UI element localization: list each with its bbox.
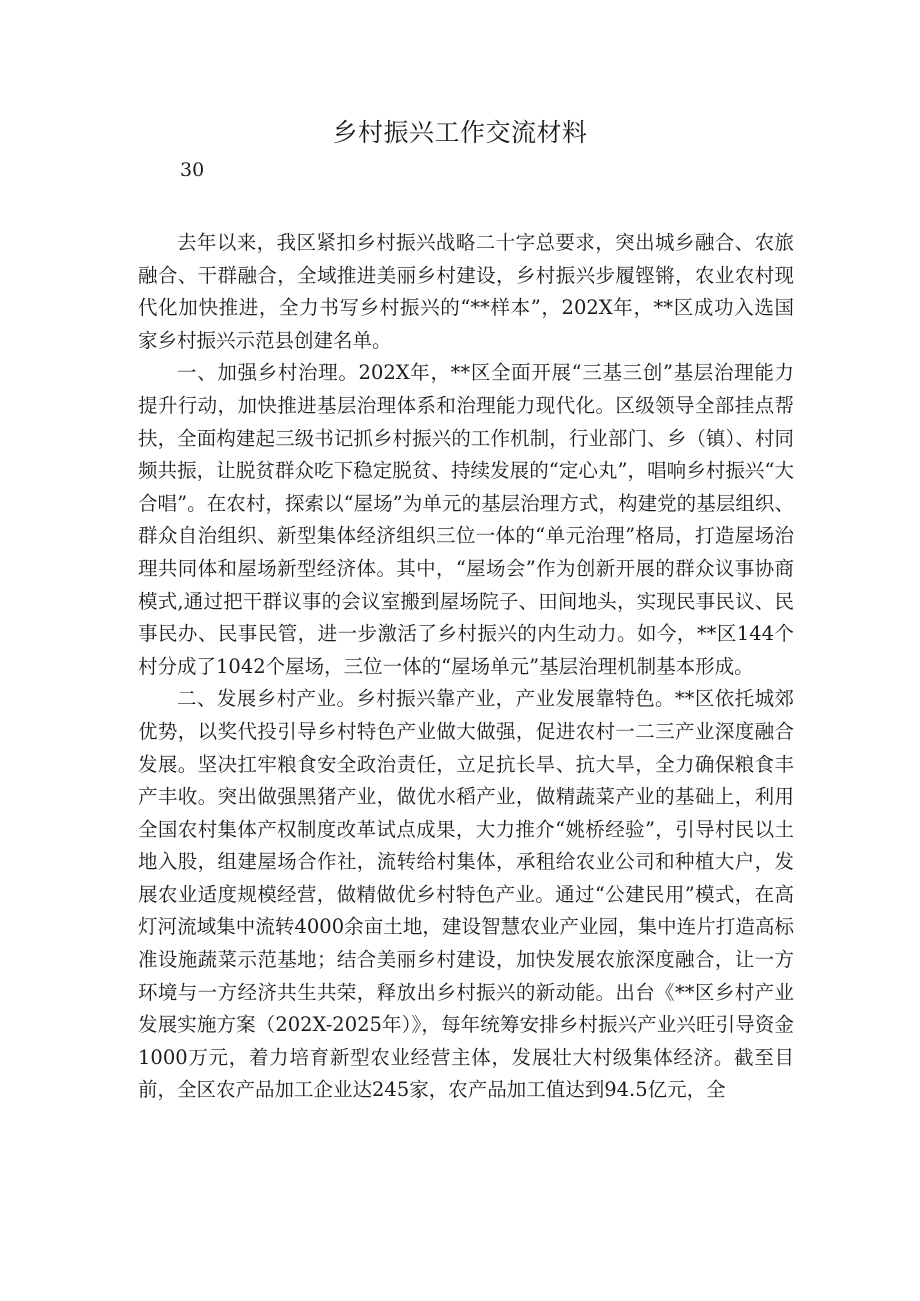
section-industry-paragraph: 二、发展乡村产业。乡村振兴靠产业，产业发展靠特色。**区依托城郊优势，以奖代投引导乡村特色产业做大做强，促进农村一二三产业深度融合发展。坚决扛牢粮食安全政治责任，立足抗长旱、抗大旱，全力确保粮食丰产丰收。突出做强黑猪产业，做优水稻产业，做精蔬菜产业的基础上，利用全国农村集体产权制度改革试点成果，大力推介“姚桥经验”，引导村民以土地入股，组建屋场合作社，流转给村集体，承租给农业公司和种植大户，发展农业适度规模经营，做精做优乡村特色产业。通过“公建民用”模式，在高灯河流域集中流转4000余亩土地，建设智慧农业产业园，集中连片打造高标准设施蔬菜示范基地；结合美丽乡村建设，加快发展农旅深度融合，让一方环境与一方经济共生共荣，释放出乡村振兴的新动能。出台《**区乡村产业发展实施方案（202X-2025年）》，每年统筹安排乡村振兴产业兴旺引导资金1000万元，着力培育新型农业经营主体，发展壮大村级集体经济。截至目前，全区农产品加工企业达245家，农产品加工值达到94.5亿元，全 bbox=[138, 687, 794, 1102]
page-number: 30 bbox=[180, 159, 205, 181]
document-title: 乡村振兴工作交流材料 bbox=[332, 118, 588, 147]
document-body bbox=[138, 227, 794, 1107]
intro-paragraph: 去年以来，我区紧扣乡村振兴战略二十字总要求，突出城乡融合、农旅融合、干群融合，全域推进美丽乡村建设，乡村振兴步履铿锵，农业农村现代化加快推进，全力书写乡村振兴的“**样本”，202X年，**区成功入选国家乡村振兴示范县创建名单。 bbox=[138, 231, 794, 352]
section-governance-paragraph: 一、加强乡村治理。202X年，**区全面开展“三基三创”基层治理能力提升行动，加快推进基层治理体系和治理能力现代化。区级领导全部挂点帮扶，全面构建起三级书记抓乡村振兴的工作机制，行业部门、乡（镇）、村同频共振，让脱贫群众吃下稳定脱贫、持续发展的“定心丸”，唱响乡村振兴“大合唱”。在农村，探索以“屋场”为单元的基层治理方式，构建党的基层组织、群众自治组织、新型集体经济组织三位一体的“单元治理”格局，打造屋场治理共同体和屋场新型经济体。其中，“屋场会”作为创新开展的群众议事协商模式,通过把干群议事的会议室搬到屋场院子、田间地头，实现民事民议、民事民办、民事民管，进一步激活了乡村振兴的内生动力。如今，**区144个村分成了1042个屋场，三位一体的“屋场单元”基层治理机制基本形成。 bbox=[138, 361, 794, 678]
